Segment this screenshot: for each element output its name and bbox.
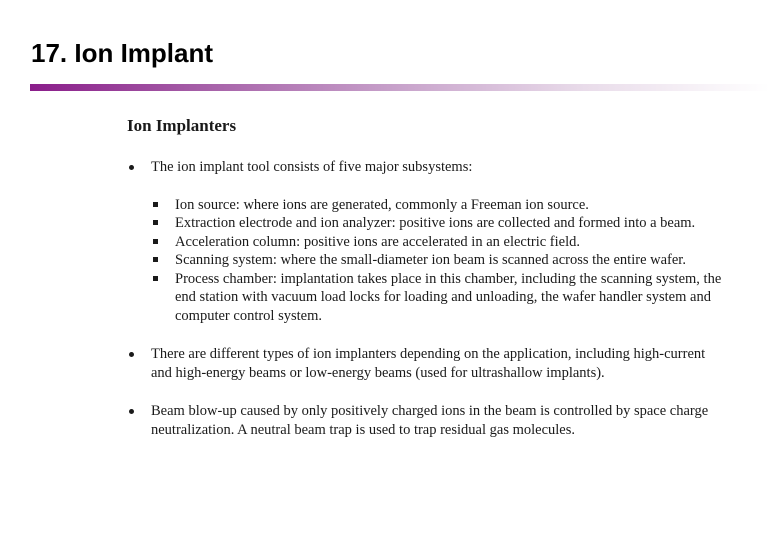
bullet-text: The ion implant tool consists of five major subsystems: <box>151 159 473 175</box>
sub-bullet-item: Extraction electrode and ion analyzer: positive ions are collected and formed into a beam. <box>151 214 727 233</box>
document-content <box>127 115 727 439</box>
title-divider <box>30 84 770 91</box>
section-heading: Ion Implanters <box>127 116 237 135</box>
sub-bullet-item: Scanning system: where the small-diameter ion beam is scanned across the entire wafer. <box>151 251 727 270</box>
sub-bullet-item: Ion source: where ions are generated, commonly a Freeman ion source. <box>151 196 727 215</box>
bullet-list <box>127 158 727 439</box>
bullet-item <box>127 158 727 325</box>
sub-bullet-item: Acceleration column: positive ions are accelerated in an electric field. <box>151 233 727 252</box>
slide-title: 17. Ion Implant <box>31 38 214 68</box>
bullet-item: There are different types of ion implanters depending on the application, including high-current and high-energy beams or low-energy beams (used for ultrashallow implants). <box>127 345 727 382</box>
sub-bullet-list <box>151 196 727 326</box>
bullet-item: Beam blow-up caused by only positively charged ions in the beam is controlled by space charge neutralization. A neutral beam trap is used to trap residual gas molecules. <box>127 402 727 439</box>
sub-bullet-item: Process chamber: implantation takes place in this chamber, including the scanning system, the end station with vacuum load locks for loading and unloading, the wafer handler system and computer control system. <box>151 270 727 326</box>
